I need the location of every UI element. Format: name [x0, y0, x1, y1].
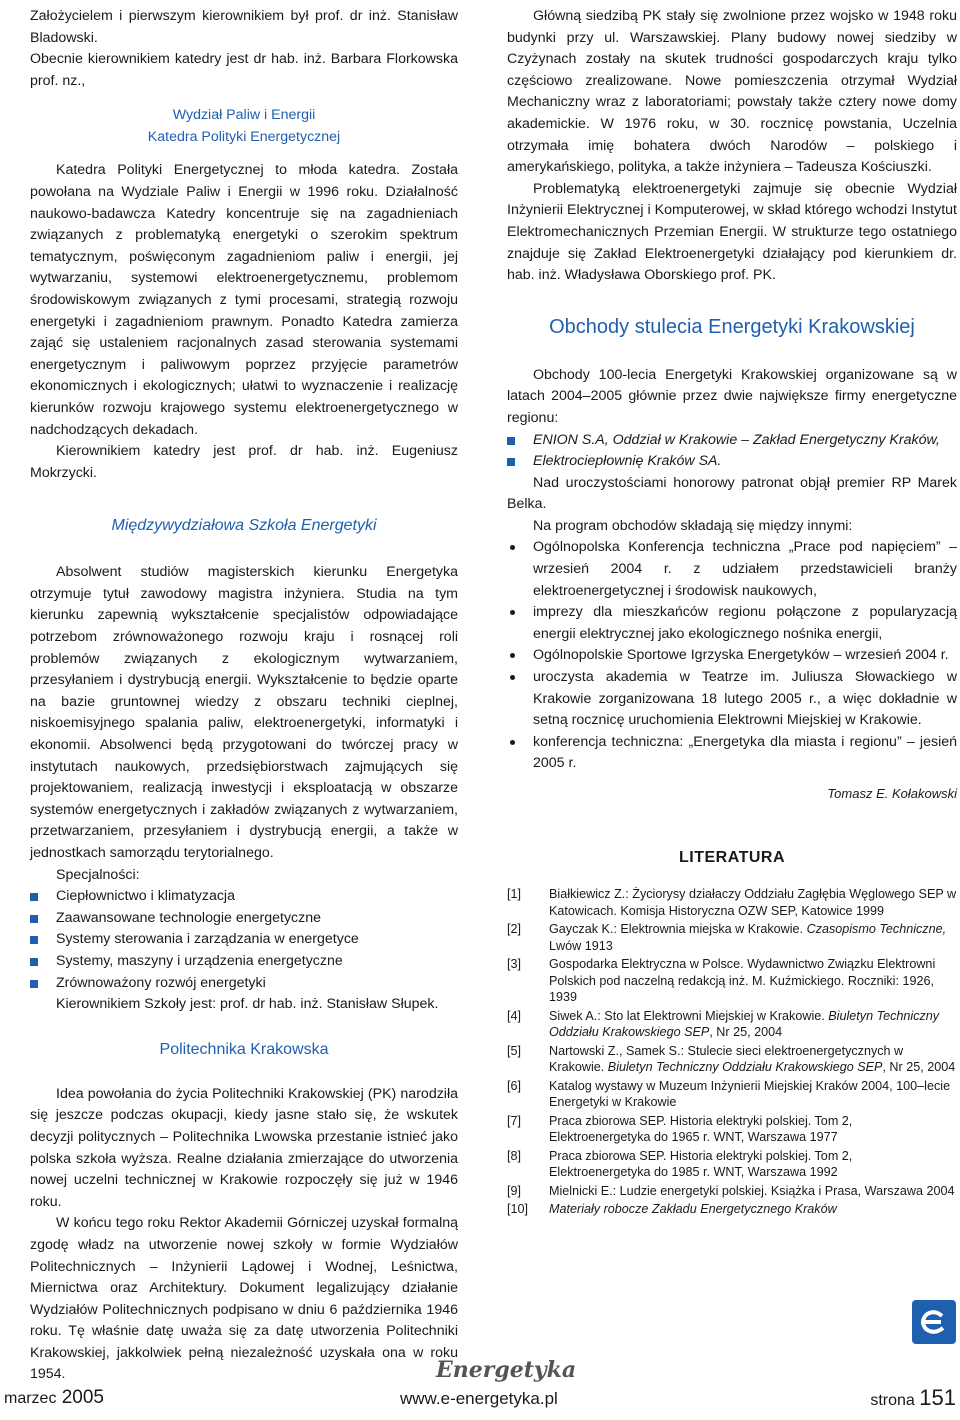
reference-item: [1] Białkiewicz Z.: Życiorysy działaczy Oddziału Zagłębia Węglowego SEP w Katowicach. Komisja Historyczna OZW SEP, Katowice 1999	[507, 887, 957, 918]
wpie-subheading: Wydział Paliw i Energii	[172, 107, 316, 124]
left-column	[30, 6, 458, 1386]
list-item: Ciepłownictwo i klimatyzacja	[30, 886, 458, 908]
obchody-paragraph-1: Obchody 100-lecia Energetyki Krakowskiej organizowane są w latach 2004–2005 głównie przez dwie największe firmy energetyczne regionu:	[507, 366, 957, 426]
reference-item: [7] Praca zbiorowa SEP. Historia elektryki polskiej. Tom 2, Elektroenergetyka do 1965 r. WNT, Warszawa 1977	[507, 1113, 853, 1145]
pk-paragraph-3: Główną siedzibą PK stały się zwolnione przez wojsko w 1948 roku budynki przy ul. Warszawskiej. Plany budowy nowej siedziby w Czyżynach zostały na skutek trudności gospodarczych kraju tylko częściowo zrealizowane. Nowe pomieszczenia otrzymał Wydział Mechaniczny wraz z laboratoriami; powstały także cztery nowe domy akademickie. W 1976 roku, w 30. rocznicę powstania, Uczelnia otrzymała imię bohatera dwóch Narodów – polskiego i amerykańskiego, polityka, a także inżyniera – Tadeusza Kościuszki.	[507, 8, 957, 176]
kpe-head: Kierownikiem katedry jest prof. dr hab. inż. Eugeniusz Mokrzycki.	[30, 443, 458, 481]
mse-spec-label: Specjalności:	[56, 866, 140, 883]
author-signature: Tomasz E. Kołakowski	[827, 786, 957, 801]
reference-item: [2] Gayczak K.: Elektrownia miejska w Krakowie. Czasopismo Techniczne, Lwów 1913	[507, 922, 947, 953]
list-item: ENION S.A, Oddział w Krakowie – Zakład Energetyczny Kraków,	[507, 430, 957, 452]
reference-item: [6] Katalog wystawy w Muzeum Inżynierii Miejskiej Kraków 2004, 100–lecie Energetyki w Krakowie	[507, 1078, 951, 1110]
e-energetyka-logo-icon	[912, 1300, 956, 1344]
intro-line-1: Założycielem i pierwszym kierownikiem był prof. dr inż. Stanisław Bladowski.	[30, 8, 458, 46]
mse-head: Kierownikiem Szkoły jest: prof. dr hab. inż. Stanisław Słupek.	[56, 996, 439, 1013]
reference-item: [5] Nartowski Z., Samek S.: Stulecie sieci elektroenergetycznych w Krakowie. Biuletyn Techniczny Oddziału Krakowskiego SEP, Nr 25, 2004	[507, 1043, 956, 1075]
mse-paragraph: Absolwent studiów magisterskich kierunku Energetyka otrzymuje tytuł zawodowy magistra inżyniera. Studia na tym kierunku zapewnią wykształcenie specjalistów odpowiadające potrzebom zrównoważonego rozwoju kraju i rosnącej roli problemów związanych z ekologicznym wytwarzaniem, przesyłaniem i dystrybucją energii. Wykształcenie to będzie oparte na bazie gruntownej wiedzy z obszaru techniki cieplnej, niskoemisyjnego spalania paliw, elektroenergetyki, informatyki i ekonomii. Absolwenci będą przygotowani do twórczej pracy w instytutach naukowych, przedsiębiorstwach zajmujących się projektowaniem, realizacją inwestycji i eksploatacją w obszarze systemów energetycznych i zakładów związanych z wytwarzaniem, przetwarzaniem, przesyłaniem i dystrybucją energii, a także w jednostkach samorządu terytorialnego.	[30, 564, 458, 861]
reference-item: [10] Materiały robocze Zakładu Energetycznego Kraków	[507, 1202, 837, 1217]
list-item: Elektrociepłownię Kraków SA.	[507, 451, 957, 473]
reference-item: [8] Praca zbiorowa SEP. Historia elektryki polskiej. Tom 2, Elektroenergetyka do 1985 r. WNT, Warszawa 1992	[507, 1148, 853, 1180]
list-item: imprezy dla mieszkańców regionu połączone z popularyzacją energii elektrycznej jako ekologicznego nośnika energii,	[507, 602, 957, 645]
events-list	[507, 537, 957, 775]
list-item: uroczysta akademia w Teatrze im. Juliusza Słowackiego w Krakowie zorganizowana 18 lutego 2005 r., a więc dokładnie w setną rocznicę uruchomienia Elektrowni Miejskiej w Krakowie.	[507, 667, 957, 732]
list-item: Systemy, maszyny i urządzenia energetyczne	[30, 951, 458, 973]
pk-paragraph-2: W końcu tego roku Rektor Akademii Górniczej uzyskał formalną zgodę władz na utworzenie nowej szkoły w formie Wydziałów Politechnicznych – Inżynierii Lądowej i Wodnej, Leśnictwa, Miernictwa oraz Architektury. Dokument legalizujący działanie Wydziałów Politechnicznych podpisano w dniu 6 października 1946 roku. Tę właśnie datę uważa się za datę utworzenia Politechniki Krakowskiej, jakkolwiek pełną niezależność uzyskała ona w roku 1954.	[30, 1215, 458, 1383]
intro-line-2: Obecnie kierownikiem katedry jest dr hab. inż. Barbara Florkowska prof. nz.,	[30, 51, 458, 89]
right-column	[507, 6, 957, 1220]
specialties-list	[30, 886, 458, 994]
page-footer	[0, 1357, 960, 1415]
footer-brand: Energetyka	[436, 1357, 577, 1383]
footer-date: marzec 2005	[4, 1387, 105, 1408]
list-item: Zaawansowane technologie energetyczne	[30, 908, 458, 930]
list-item: konferencja techniczna: „Energetyka dla miasta i regionu” – jesień 2005 r.	[507, 732, 957, 775]
literature-title: LITERATURA	[678, 848, 786, 866]
kpe-paragraph: Katedra Polityki Energetycznej to młoda katedra. Została powołana na Wydziale Paliw i Energii w 1996 roku. Działalność naukowo-badawcza Katedry koncentruje się na zagadnieniach związanych z problematyką energetyki o szerokim spektrum tematycznym, poświęconym zagadnieniom paliw i energii, jej wytwarzaniu, systemowi elektroenergetycznemu, problemom środowiskowym związanych z tymi procesami, strategią rozwoju energetyki i zagadnieniom prawnym. Ponadto Katedra zamierza zająć się ustaleniem racjonalnych zasad sterowania systemami energetycznym i paliwowym poprzez przyjęcie parametrów ekonomicznych i ekologicznych; ułatwi to wyznaczenie i realizację kierunków rozwoju krajowego systemu elektroenergetycznego w nadchodzących dekadach.	[30, 162, 458, 438]
reference-item: [4] Siwek A.: Sto lat Elektrowni Miejskiej w Krakowie. Biuletyn Techniczny Oddziału Krakowskiego SEP, Nr 25, 2004	[507, 1008, 940, 1040]
page-number: strona 151	[870, 1385, 956, 1410]
pk-paragraph-1: Idea powołania do życia Politechniki Krakowskiej (PK) narodziła się jeszcze podczas okupacji, kiedy jasne stało się, że wskutek decyzji politycznych – Politechnika Lwowska przestanie istnieć jako polska szkoła wyższa. Realne działania zmierzające do utworzenia nowej uczelni technicznej w Krakowie rozpoczęły się już w 1946 roku.	[30, 1085, 458, 1210]
obchody-paragraph-3: Na program obchodów składają się między innymi:	[533, 517, 853, 534]
reference-item: [3] Gospodarka Elektryczna w Polsce. Wydawnictwo Związku Elektrowni Polskich pod naczelną redakcją inż. M. Kuźmickiego. Roczniki: 1926, 1939	[507, 957, 936, 1005]
list-item: Ogólnopolskie Sportowe Igrzyska Energetyków – wrzesień 2004 r.	[507, 645, 957, 667]
list-item: Ogólnopolska Konferencja techniczna „Prace pod napięciem” – wrzesień 2004 r. z udziałem przedstawicieli branży elektroenergetycznej i środowisk naukowych,	[507, 537, 957, 602]
pk-title: Politechnika Krakowska	[159, 1040, 329, 1058]
firms-list	[507, 430, 957, 473]
list-item: Systemy sterowania i zarządzania w energetyce	[30, 929, 458, 951]
reference-item: [9] Mielnicki E.: Ludzie energetyki polskiej. Książka i Prasa, Warszawa 2004	[507, 1183, 955, 1198]
obchody-paragraph-2: Nad uroczystościami honorowy patronat objął premier RP Marek Belka.	[507, 474, 957, 513]
list-item: Zrównoważony rozwój energetyki	[30, 973, 458, 995]
obchody-title: Obchody stulecia Energetyki Krakowskiej	[549, 315, 915, 338]
pk-paragraph-4: Problematyką elektroenergetyki zajmuje się obecnie Wydział Inżynierii Elektrycznej i Komputerowej, w skład którego wchodzi Instytut Elektromechanicznych Przemian Energii. W strukturze tego ostatniego znajduje się Zakład Elektroenergetyki działający pod kierunkiem dr. hab. inż. Władysława Oborskiego prof. PK.	[507, 180, 957, 284]
mse-title: Międzywydziałowa Szkoła Energetyki	[111, 517, 377, 535]
references-list	[507, 886, 957, 1218]
kpe-subheading: Katedra Polityki Energetycznej	[147, 129, 341, 146]
footer-url[interactable]: www.e-energetyka.pl	[400, 1389, 558, 1408]
